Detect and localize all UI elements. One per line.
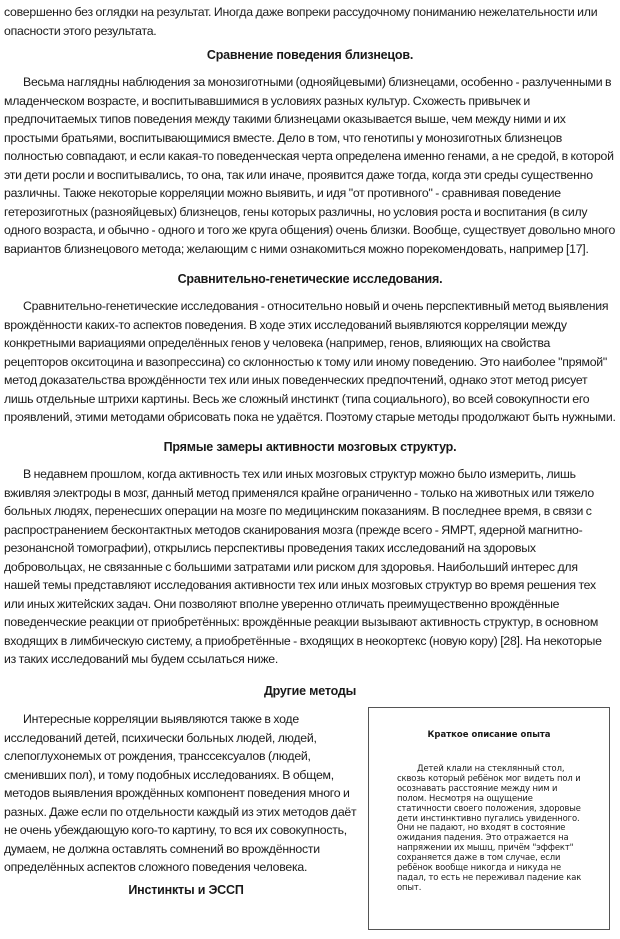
sidebar-box-title: Краткое описание опыта	[427, 730, 551, 740]
section-paragraph-twins: Весьма наглядны наблюдения за монозиготными (однояйцевыми) близнецами, особенно - разлученными в младенческом возрасте, и воспитывавшимися в условиях разных культур. Схожесть привычек и предпочитаемых типов поведения между такими близнецами оказывается выше, чем между ними и их простыми братьями, воспитывающимися вместе. Дело в том, что генотипы у монозиготных близнецов полностью совпадают, и если какая-то поведенческая черта определена именно генами, а не средой, в которой эти дети росли и воспитывались, то она, так или иначе, проявится даже тогда, когда эти среды существенно различны. Также некоторые корреляции можно выявить, и идя "от противного" - сравнивая поведение гетерозиготных (разнояйцевых) близнецов, гены которых различны, но условия роста и воспитания (в силу одного возраста, и обычно - одного и того же круга общения) очень близки. Вообще, существует довольно много вариантов близнецового метода; желающим с ними ознакомиться можно порекомендовать, например [17].	[4, 75, 616, 256]
section-heading-brain-activity: Прямые замеры активности мозговых структур.	[163, 440, 457, 454]
section-heading-other-methods: Другие методы	[263, 684, 357, 698]
section-heading-twins: Сравнение поведения близнецов.	[206, 48, 414, 62]
section-paragraph-brain-activity: В недавнем прошлом, когда активность тех или иных мозговых структур можно было измерить, лишь вживляя электроды в мозг, данный метод применялся крайне ограниченно - только на животных или тяжело больных людях, перенесших операции на мозге по медицинским показаниям. В последнее время, в связи с распространением бесконтактных методов сканирования мозга (прежде всего - ЯМРТ, ядерной магнитно-резонансной томографии), открылись перспективы проведения таких исследований на здоровых добровольцах, не связанные с большими затратами или риском для здоровья. Наибольший интерес для нашей темы представляют исследования активности тех или иных мозговых структур во время решения тех или иных житейских задач. Они позволяют вполне уверенно отличать преимущественно врождённые поведенческие реакции от приобретённых: врождённые реакции вызывают активность структур, в основном входящих в лимбическую систему, а приобретённые - входящих в неокортекс (новую кору) [28]. На некоторые из таких исследований мы будем ссылаться ниже.	[4, 467, 602, 666]
sidebar-box-text: Детей клали на стеклянный стол, сквозь который ребёнок мог видеть пол и осознавать расстояние между ним и полом. Несмотря на ощущение статичности своего положения, здоровые дети инстинктивно пугались увиденного. Они не падают, но входят в состояние ожидания падения. Это отражается на напряжении их мышц, причём "эффект" сохраняется даже в том случае, если ребёнок вообще никогда и никуда не падал, то есть не переживал падение как опыт.	[397, 763, 582, 892]
section-paragraph-genetic: Сравнительно-генетические исследования - относительно новый и очень перспективный метод выявления врождённости каких-то аспектов поведения. В ходе этих исследований выявляются корреляции между конкретными вариациями определённых генов у человека (например, генов, влияющих на свойства рецепторов окситоцина и вазопрессина) со склонностью к тому или иному поведению. Это наиболее "прямой" метод доказательства врождённости тех или иных поведенческих предпочтений, однако этот метод рисует лишь отдельные штрихи картины. Весь же сложный инстинкт (типа социального), во всей совокупности его проявлений, этими методами обрисовать пока не удаётся. Поэтому старые методы продолжают быть нужными.	[4, 299, 616, 424]
section-paragraph-other-methods: Интересные корреляции выявляются также в ходе исследований детей, психически больных людей, людей, слепоглухонемых от рождения, транссексуалов (людей, сменивших пол), и тому подобных исследованиях. В общем, методов выявления врождённых компонент поведения много и разных. Даже если по отдельности каждый из этих методов даёт не очень убеждающую кого-то картину, то вся их совокупность, думаем, не должна оставлять сомнений во врождённости определённых аспектов сложного поведения человека.	[4, 712, 357, 874]
next-section-heading: Инстинкты и ЭССП	[128, 883, 244, 897]
section-heading-genetic: Сравнительно-генетические исследования.	[177, 272, 443, 286]
experiment-sidebar-box	[368, 707, 610, 930]
intro-paragraph: совершенно без оглядки на результат. Иногда даже вопреки рассудочному пониманию нежелательности или опасности этого результата.	[4, 5, 598, 38]
